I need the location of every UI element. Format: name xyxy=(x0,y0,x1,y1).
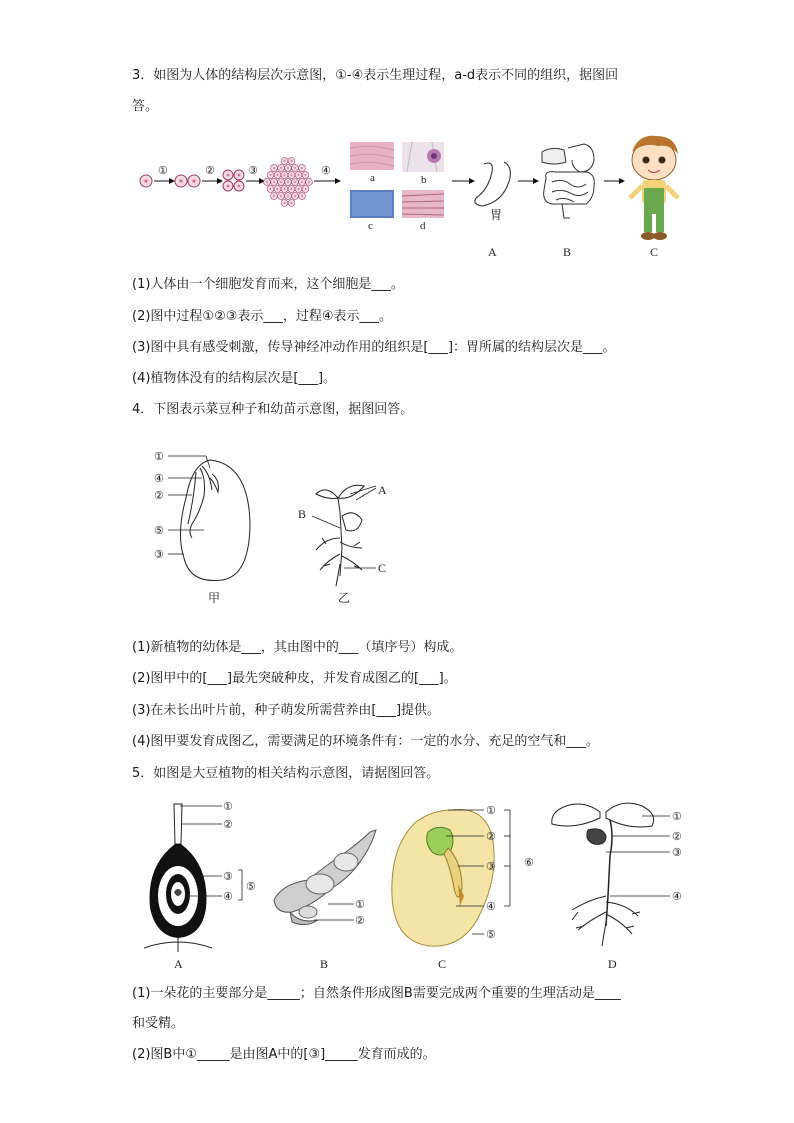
cluster-cell xyxy=(264,179,271,186)
two-cells xyxy=(175,175,200,187)
d-label-1: ① xyxy=(672,811,682,823)
cluster-cell xyxy=(295,186,302,193)
seed-label-5: ⑤ xyxy=(154,525,164,537)
b-label-2: ② xyxy=(355,915,365,927)
cluster-cell xyxy=(292,165,299,172)
step-4-label: ④ xyxy=(321,165,331,177)
a-label-4: ④ xyxy=(223,891,233,903)
seedling-label-C: C xyxy=(378,561,387,575)
seed-label-1: ① xyxy=(154,451,164,463)
seed-section-drawing xyxy=(392,810,494,947)
q3-figure xyxy=(132,132,692,262)
c-label-3: ③ xyxy=(486,861,496,873)
cluster-cell xyxy=(302,186,309,193)
cluster-cell xyxy=(292,179,299,186)
cluster-cell xyxy=(285,179,292,186)
cluster-cell xyxy=(288,158,295,165)
tissue-b xyxy=(402,142,444,186)
step-3-label: ③ xyxy=(248,165,258,177)
q5-figure xyxy=(132,796,702,974)
q3-stem-line1: 3．如图为人体的结构层次示意图，①-④表示生理过程，a-d表示不同的组织，据图回 xyxy=(132,68,619,83)
d-label-4: ④ xyxy=(672,891,682,903)
cluster-cell xyxy=(271,193,278,200)
b-label-1: ① xyxy=(355,899,365,911)
boy-cartoon xyxy=(630,136,678,240)
bean-seedling-drawing xyxy=(316,485,364,586)
cluster-cell xyxy=(281,186,288,193)
cluster-cell xyxy=(278,193,285,200)
cluster-cell xyxy=(274,172,281,179)
pod-pointers xyxy=(314,904,354,920)
cluster-cell xyxy=(278,179,285,186)
cluster-cell xyxy=(281,200,288,207)
stomach-drawing xyxy=(475,162,511,222)
caption-D: D xyxy=(608,957,617,971)
single-cell xyxy=(140,175,152,187)
d-label-2: ② xyxy=(672,831,682,843)
tissue-d xyxy=(402,190,444,232)
pistil-drawing xyxy=(144,804,212,952)
tissue-b-label: b xyxy=(421,174,427,186)
q3-question-4: (4)植物体没有的结构层次是[___]。 xyxy=(132,371,337,386)
q3-question-3: (3)图中具有感受刺激，传导神经冲动作用的组织是[___]：胃所属的结构层次是___。 xyxy=(132,340,616,355)
letter-B: B xyxy=(563,245,572,259)
seedling-label-B: B xyxy=(298,507,307,521)
tissue-c-label: c xyxy=(368,220,373,232)
q4-question-3: (3)在未长出叶片前，种子萌发所需营养由[___]提供。 xyxy=(132,703,441,718)
step-2-label: ② xyxy=(205,165,215,177)
cluster-cell xyxy=(299,193,306,200)
q3-question-1: (1)人体由一个细胞发育而来，这个细胞是___。 xyxy=(132,277,404,292)
seedling-label-A: A xyxy=(378,483,387,497)
q5-question-1-line1: (1)一朵花的主要部分是_____；自然条件形成图B需要完成两个重要的生理活动是____ xyxy=(132,986,621,1001)
step-1-label: ① xyxy=(158,165,168,177)
q4-question-2: (2)图甲中的[___]最先突破种皮，并发育成图乙的[___]。 xyxy=(132,671,457,686)
d-label-3: ③ xyxy=(672,847,682,859)
q5-stem: 5．如图是大豆植物的相关结构示意图，请据图回答。 xyxy=(132,766,440,781)
cluster-cell xyxy=(306,179,313,186)
seed-label-2: ② xyxy=(154,490,164,502)
caption-C: C xyxy=(438,957,447,971)
cluster-cell xyxy=(267,186,274,193)
cluster-cell xyxy=(285,165,292,172)
q3-stem-line2: 答。 xyxy=(132,99,159,114)
q4-figure xyxy=(140,438,410,613)
c-label-1: ① xyxy=(486,805,496,817)
q5-question-2: (2)图B中①_____是由图A中的[③]_____发育而成的。 xyxy=(132,1047,436,1062)
tissue-c xyxy=(350,190,394,232)
organ-label-stomach: 胃 xyxy=(490,208,503,222)
cluster-cell xyxy=(271,179,278,186)
seed-caption: 甲 xyxy=(208,591,221,605)
cluster-cell xyxy=(285,193,292,200)
cluster-cell xyxy=(302,172,309,179)
tissue-d-label: d xyxy=(420,220,426,232)
cluster-cell xyxy=(295,172,302,179)
seedling-caption: 乙 xyxy=(338,591,351,605)
cluster-cell xyxy=(278,165,285,172)
cluster-cell xyxy=(288,200,295,207)
seed-pointers xyxy=(168,456,210,554)
cluster-cell xyxy=(292,193,299,200)
soybean-seedling-drawing xyxy=(552,803,654,946)
a-label-2: ② xyxy=(223,819,233,831)
caption-B: B xyxy=(320,957,329,971)
q5-question-1-line2: 和受精。 xyxy=(132,1016,185,1031)
cluster-cell xyxy=(299,179,306,186)
q3-question-2: (2)图中过程①②③表示___，过程④表示___。 xyxy=(132,309,393,324)
cell-cluster xyxy=(264,158,313,207)
c-label-6: ⑥ xyxy=(524,857,534,869)
q4-stem: 4．下图表示菜豆种子和幼苗示意图，据图回答。 xyxy=(132,402,414,417)
cluster-cell xyxy=(288,186,295,193)
letter-C: C xyxy=(650,245,659,259)
seedling-d-pointers xyxy=(606,816,670,896)
seed-label-3: ③ xyxy=(154,549,164,561)
tissue-a xyxy=(350,142,394,184)
cluster-cell xyxy=(271,165,278,172)
seed-label-4: ④ xyxy=(154,473,164,485)
cluster-cell xyxy=(267,172,274,179)
cluster-cell xyxy=(281,172,288,179)
cluster-cell xyxy=(281,158,288,165)
a-label-1: ① xyxy=(223,801,233,813)
cluster-cell xyxy=(288,172,295,179)
q4-question-4: (4)图甲要发育成图乙，需要满足的环境条件有：一定的水分、充足的空气和___。 xyxy=(132,734,599,749)
c-label-5: ⑤ xyxy=(486,929,496,941)
four-cells xyxy=(223,170,244,191)
a-label-3: ③ xyxy=(223,871,233,883)
c-label-4: ④ xyxy=(486,901,496,913)
cluster-cell xyxy=(299,165,306,172)
a-label-5: ⑤ xyxy=(246,881,256,893)
caption-A: A xyxy=(174,957,183,971)
digestive-system-drawing xyxy=(542,144,594,218)
tissue-a-label: a xyxy=(370,172,375,184)
q4-question-1: (1)新植物的幼体是___，其由图中的___（填序号）构成。 xyxy=(132,640,463,655)
cluster-cell xyxy=(274,186,281,193)
c-label-2: ② xyxy=(486,831,496,843)
letter-A: A xyxy=(488,245,497,259)
